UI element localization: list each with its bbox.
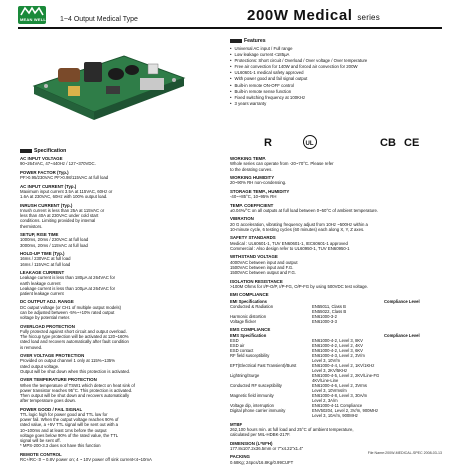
spec-line: TTL logic high for power good and TTL low for — [20, 412, 108, 418]
feature-item: • Protections: Short circuit / Overload / Over voltage / Over temperature — [230, 58, 440, 64]
spec-line: Output will be shut down when this protection is activated. — [20, 368, 131, 374]
features-heading-text: Features — [244, 38, 266, 44]
spec-line: 10~100ms and at least 1ms before the output — [20, 427, 107, 433]
spec-label: REMOTE CONTROL — [20, 451, 62, 457]
spec-item — [230, 216, 442, 232]
spec-label: WORKING HUMIDITY — [230, 175, 275, 180]
spec-item — [20, 324, 220, 350]
table-cell: EN61000-4-5, Level 2, 2KV/Line-FG — [312, 373, 380, 379]
table-cell: Conducted RF susceptibility — [230, 383, 282, 389]
spec-item — [20, 251, 220, 267]
section-marker-icon — [20, 149, 32, 153]
table-cell — [230, 413, 312, 418]
spec-item — [230, 279, 442, 290]
table-cell: EN61000-4-6, Level 2, 3Vrms — [312, 383, 368, 389]
spec-label: OVER VOLTAGE PROTECTION — [20, 353, 85, 359]
spec-label: AC INPUT VOLTAGE — [20, 156, 63, 161]
spec-line: 3000ms, 20ms / 115VAC at full load — [20, 242, 88, 248]
table-cell: Voltage flicker — [230, 318, 257, 324]
spec-line: after temperature goes down. — [20, 398, 77, 404]
table-cell: Compliance Level — [384, 298, 420, 304]
spec-label: ISOLATION RESISTANCE — [230, 278, 283, 284]
spec-line: PF>0.95/230VAC PF>0.98/115VAC at full load — [20, 175, 109, 181]
spec-line: DC output voltage (or CH1 of multiple output models) — [20, 304, 122, 310]
table-cell: EN61000-4-2, Level 3, 8KV — [312, 338, 363, 344]
spec-line: -40~+85°C, 10~95% RH — [230, 194, 277, 200]
spec-item — [20, 270, 220, 296]
spec-label: OVERLOAD PROTECTION — [20, 323, 75, 329]
spec-line: 10-minute cycle, 6 testing cycles (60 minutes) each along X, Y, Z axes. — [230, 227, 365, 232]
table-cell: Magnetic field immunity — [230, 393, 274, 399]
svg-text:CE: CE — [404, 137, 420, 149]
emi-compliance — [230, 292, 442, 323]
table-cell: Level 3, 10Vrms/m — [312, 388, 347, 394]
ul-recognized-icon — [264, 137, 272, 149]
spec-label: PACKING — [230, 454, 250, 460]
table-cell: Lightning/Surge — [230, 373, 260, 379]
spec-line: 1000ms, 20ms / 230VAC at full load — [20, 237, 89, 243]
table-cell: EN61000-3-3 — [312, 318, 337, 324]
spec-label: LEAKAGE CURRENT — [20, 270, 65, 275]
table-cell: EMI Specifications — [230, 298, 267, 304]
spec-line: rated value, a +5V TTL signal will be sent out with a — [20, 422, 119, 428]
spec-line: Then output will be shut down and recovers automatically — [20, 393, 130, 399]
spec-line: Fully protected against short circuit and output overload. — [20, 329, 127, 335]
table-cell: ESD contact — [230, 348, 254, 354]
spec-line: power fail. When the output voltage reaches 90% of — [20, 417, 119, 423]
spec-line: Whole series can operate from -20~70°C. Please refer — [230, 161, 334, 167]
spec-label: STORAGE TEMP., HUMIDITY — [230, 188, 290, 194]
spec-line: ±0.04%/°C on all outputs at full load between 0~50°C of ambient temperature. — [230, 208, 379, 213]
specification-heading-text: Specification — [34, 148, 67, 154]
spec-line: power transistor reaches 95°C. This protection is activated. — [20, 387, 133, 393]
table-cell: Digital phone carrier immunity — [230, 408, 286, 414]
spec-line: Commercial : Also design refer to UL60950-1, TUV EN60950-1 — [230, 246, 350, 251]
spec-item — [230, 235, 442, 251]
cb-scheme-icon — [380, 137, 396, 149]
table-cell: EMS Specification — [230, 333, 267, 339]
table-cell: EFT(Electrical Fast Transient)/Burst — [230, 363, 297, 369]
spec-item — [230, 254, 442, 275]
table-cell: Conducted & Radiation — [230, 303, 274, 309]
feature-item: • Free air convection for 140W and forced air convection for 200W — [230, 64, 440, 70]
features-heading — [230, 38, 266, 44]
certification-marks — [262, 134, 442, 150]
table-row — [230, 413, 420, 418]
product-title-series: series — [357, 13, 380, 22]
spec-line: Leakage current is less than 180μA at 264VAC for — [20, 275, 116, 281]
table-cell: EN61000-4-4, Level 2, 1KV/1KHz — [312, 363, 375, 369]
spec-line: 20 G acceleration, vibrating frequency adjust from 10Hz ~500Hz within a — [230, 221, 368, 227]
product-subtitle: 1~4 Output Medical Type — [60, 16, 138, 23]
spec-item — [20, 184, 220, 200]
c-ul-us-icon — [304, 136, 317, 149]
spec-item — [20, 170, 220, 181]
feature-item: • 3 years warranty — [230, 101, 440, 107]
spec-label: INRUSH CURRENT (Typ.) — [20, 202, 73, 208]
spec-label: HOLD-UP TIME (Typ.) — [20, 251, 65, 256]
table-cell: EN61000-4-8, Level 3, 30A/m — [312, 393, 368, 399]
feature-item: • Fixed switching frequency at 100KHz — [230, 95, 440, 101]
table-cell: Harmonic distortion — [230, 313, 267, 319]
spec-label: POWER GOOD / FAIL SIGNAL — [20, 406, 83, 412]
table-cell: ESD air — [230, 343, 245, 349]
spec-item — [230, 175, 442, 186]
spec-item — [20, 377, 220, 403]
spec-line: patient leakage current — [20, 291, 64, 297]
table-cell — [384, 319, 420, 324]
spec-item — [230, 156, 442, 172]
table-cell: Level 3, 10A/m, 900MHz — [312, 413, 358, 419]
spec-right-column — [230, 156, 442, 468]
spec-line: can be adjusted between -5%~+10% rated output — [20, 310, 115, 316]
brand-logo-icon — [20, 7, 44, 16]
table-cell: Voltage dip, interruption — [230, 403, 274, 409]
spec-item — [20, 452, 220, 463]
feature-item: • Low leakage current <185μA — [230, 52, 440, 58]
table-cell: Compliance Level — [384, 333, 420, 339]
spec-item — [20, 156, 220, 167]
spec-line: 20~90% RH non-condensing. — [230, 180, 287, 186]
svg-text:R: R — [264, 137, 272, 149]
table-cell: RF field susceptibility — [230, 353, 270, 359]
product-photo — [28, 34, 188, 130]
spec-line: When the temperature of TSW1 which detect on heat sink of — [20, 382, 135, 388]
spec-label: EMS COMPLIANCE — [230, 326, 271, 332]
spec-item — [20, 407, 220, 449]
spec-item — [230, 454, 442, 465]
spec-line: to the derating curves. — [230, 166, 273, 172]
table-cell: Level 3, 2KV/5KHz — [312, 368, 348, 374]
spec-label: DIMENSION (L*W*H) — [230, 440, 273, 446]
spec-label: DC OUTPUT ADJ. RANGE — [20, 299, 74, 305]
ce-mark-icon — [404, 137, 419, 149]
spec-label: WITHSTAND VOLTAGE — [230, 254, 278, 260]
spec-line: voltage by potential meter. — [20, 315, 71, 321]
section-marker-icon — [230, 39, 242, 43]
table-cell: EN61000-3-2 — [312, 313, 337, 319]
table-cell: Level 3, 10V/m — [312, 358, 340, 364]
spec-line: 16ms / 115VAC at full load — [20, 261, 71, 267]
spec-label: VIBRATION — [230, 216, 254, 222]
spec-line: earth leakage current — [20, 280, 61, 286]
product-title — [247, 7, 380, 24]
feature-item: • Built-in remote ON-OFF control — [230, 83, 440, 89]
spec-line: is removed. — [20, 344, 43, 350]
table-cell: EN61000-4-2, Level 2, 4KV — [312, 343, 363, 349]
spec-label: SAFETY STANDARDS — [230, 235, 276, 241]
spec-line: 177.8x107.2x36.5mm or 7"x4.22"x1.4" — [230, 445, 304, 451]
spec-item — [230, 422, 442, 438]
spec-label: AC INPUT CURRENT (Typ.) — [20, 183, 77, 189]
spec-label: SETUP, RISE TIME — [20, 232, 59, 237]
table-cell: EN55022, Class B — [312, 308, 347, 314]
emi-table — [230, 299, 420, 324]
table-cell: EN61000-4-3, Level 2, 3V/m — [312, 353, 365, 359]
product-title-main: 200W Medical — [247, 7, 353, 24]
feature-item: • UL60601-1 medical safety approved — [230, 70, 440, 76]
spec-line: 1.6A at 230VAC, 60Hz with 100% output load. — [20, 194, 108, 200]
table-cell: 4KV/Line-Line — [312, 378, 339, 384]
svg-text:CB: CB — [380, 137, 396, 149]
table-cell: Level 2, 3A/m — [312, 398, 338, 404]
spec-item — [230, 203, 442, 214]
spec-line: * MPS-200-3.3 does not have this function — [20, 443, 101, 449]
table-cell: EN61000-4-2, Level 3, 6KV — [312, 348, 363, 354]
spec-line: rated output voltage. — [20, 363, 60, 369]
spec-item — [230, 441, 442, 452]
spec-line: 0.68Kg; 24pcs/16.8Kg/0.99CUFT — [230, 459, 294, 465]
spec-line: 1500VAC between output and F.G. — [230, 270, 297, 276]
spec-line: Maximum input current 3.5A at 115VAC, 60Hz or — [20, 189, 113, 194]
spec-line: 4000VAC between input and output — [230, 259, 298, 265]
table-cell: EN61000-4-11 Compliance — [312, 403, 363, 409]
spec-line: signal will be sent off. — [20, 438, 61, 444]
header-rule — [18, 27, 442, 29]
spec-label: EMI COMPLIANCE — [230, 292, 269, 298]
spec-label: MTBF — [230, 421, 243, 427]
file-footer: File Name:200W-MEDICAL-SPEC 2008-03-13 — [367, 451, 442, 455]
spec-item — [20, 232, 220, 248]
spec-line: voltage goes below 90% of the rated value, the TTL — [20, 432, 119, 438]
brand-logo-text: MEAN WELL — [19, 17, 47, 22]
ems-compliance — [230, 327, 442, 418]
spec-line: 262,100 hours min. at full load and 25°C of ambient temperature, — [230, 426, 354, 432]
spec-line: thermistors. — [20, 223, 43, 229]
feature-item: • With power good and fail signal output — [230, 76, 440, 82]
spec-item — [230, 189, 442, 200]
features-list — [230, 46, 440, 107]
spec-line: less than 40A at 230VAC under cold start — [20, 213, 99, 219]
feature-item: • Universal AC input / Full range — [230, 46, 440, 52]
svg-text:UL: UL — [305, 141, 314, 147]
spec-label: POWER FACTOR (Typ.) — [20, 169, 69, 175]
spec-line: >100M Ohms for I/P-O/P, I/P-FG, O/P-FG by using 500VDC test voltage. — [230, 284, 369, 289]
spec-line: Medical : UL60601-1, TUV EN60601-1, IEC60601-1 approved — [230, 240, 348, 246]
spec-label: WORKING TEMP. — [230, 156, 266, 161]
spec-item — [20, 299, 220, 320]
spec-left-column — [20, 156, 220, 465]
spec-line: calculated per MIL-HDBK-217F. — [230, 432, 291, 438]
spec-label: TEMP. COEFFICIENT — [230, 202, 274, 208]
feature-item: • Built-in remote sense function — [230, 89, 440, 95]
spec-item — [20, 203, 220, 229]
spec-line: 90~264VAC, 47~440Hz / 127~370VDC. — [20, 161, 96, 167]
table-cell: ENV50204, Level 2, 3V/m, 900MHz — [312, 408, 379, 414]
spec-line: Leakage current is less than 100μA at 264VAC for — [20, 285, 116, 291]
table-row — [230, 319, 420, 324]
spec-line: conditions. Limiting provided by internal — [20, 218, 96, 224]
table-cell: EN55011, Class B — [312, 303, 346, 309]
ems-table — [230, 333, 420, 418]
table-cell: ESD — [230, 338, 239, 344]
spec-line: 1500VAC between input and F.G. — [230, 265, 294, 270]
spec-label: OVER TEMPERATURE PROTECTION — [20, 377, 97, 383]
spec-item — [20, 353, 220, 374]
spec-line: The hiccup type protection will be activated at 120~160% — [20, 334, 129, 340]
spec-line: Provided on output channel 1 only at 115%~135% — [20, 358, 116, 364]
spec-line: RC+/RC-:0 ~ 0.8V power on; 4 ~ 10V power off sink current<4~10mA — [20, 457, 152, 463]
spec-line: 16ms / 230VAC at full load — [20, 256, 71, 262]
specification-heading — [20, 148, 66, 154]
spec-line: rated load and recovers automatically after fault condition — [20, 339, 129, 345]
spec-line: Inrush current is less than 25A at 115VAC or — [20, 208, 105, 213]
